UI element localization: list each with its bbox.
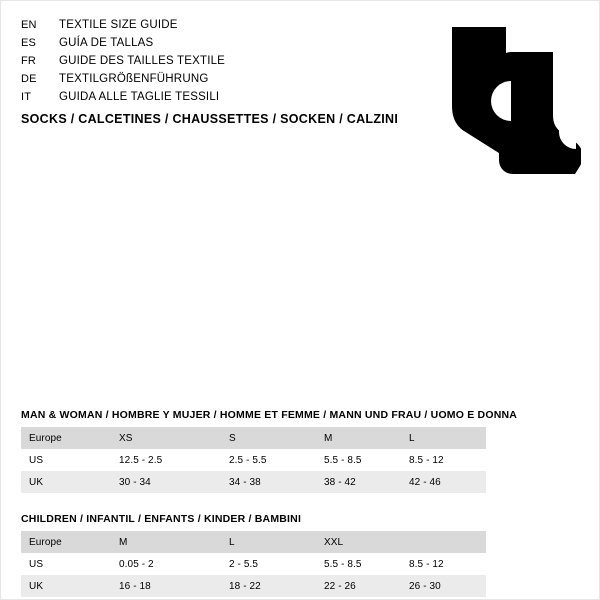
table-row	[21, 471, 486, 493]
language-list	[21, 19, 225, 109]
language-code: DE	[21, 73, 37, 85]
table-header-cell: XXL	[316, 531, 401, 553]
language-code: ES	[21, 37, 37, 49]
table-cell: UK	[21, 575, 111, 597]
language-code: EN	[21, 19, 37, 31]
table-cell: 8.5 - 12	[401, 553, 486, 575]
table-cell: 22 - 26	[316, 575, 401, 597]
language-label: TEXTILGRÖßENFÜHRUNG	[59, 73, 209, 85]
table-cell: 12.5 - 2.5	[111, 449, 221, 471]
language-row	[21, 55, 225, 73]
table-row	[21, 553, 486, 575]
table-cell: 0.05 - 2	[111, 553, 221, 575]
language-code: IT	[21, 91, 32, 103]
language-row	[21, 91, 225, 109]
socks-pair-icon	[406, 19, 581, 174]
table-cell: 2.5 - 5.5	[221, 449, 316, 471]
table-cell: 16 - 18	[111, 575, 221, 597]
table-cell: 34 - 38	[221, 471, 316, 493]
table-header-cell	[401, 531, 486, 553]
table-cell: 26 - 30	[401, 575, 486, 597]
section-title: MAN & WOMAN / HOMBRE Y MUJER / HOMME ET FEMME / MANN UND FRAU / UOMO E DONNA	[21, 409, 518, 421]
language-label: GUIDA ALLE TAGLIE TESSILI	[59, 91, 220, 103]
table-header-cell: S	[221, 427, 316, 449]
table-header-cell: M	[316, 427, 401, 449]
table-cell: 5.5 - 8.5	[316, 553, 401, 575]
table-header-cell: Europe	[21, 427, 111, 449]
language-label: GUIDE DES TAILLES TEXTILE	[59, 55, 226, 67]
table-header-cell: M	[111, 531, 221, 553]
table-header-cell: L	[221, 531, 316, 553]
language-label: GUÍA DE TALLAS	[59, 37, 154, 49]
table-header-cell: XS	[111, 427, 221, 449]
language-row	[21, 19, 225, 37]
table-row	[21, 449, 486, 471]
language-row	[21, 73, 225, 91]
table-cell: US	[21, 449, 111, 471]
table-cell: UK	[21, 471, 111, 493]
language-row	[21, 37, 225, 55]
page-title: SOCKS / CALCETINES / CHAUSSETTES / SOCKEN / CALZINI	[21, 112, 399, 126]
table-section-man-woman	[21, 409, 518, 493]
language-label: TEXTILE SIZE GUIDE	[59, 19, 178, 31]
size-table-children	[21, 531, 486, 597]
table-section-children	[21, 513, 486, 597]
table-cell: 42 - 46	[401, 471, 486, 493]
table-cell: 18 - 22	[221, 575, 316, 597]
table-cell: 38 - 42	[316, 471, 401, 493]
language-code: FR	[21, 55, 37, 67]
table-cell: 30 - 34	[111, 471, 221, 493]
table-header-cell: Europe	[21, 531, 111, 553]
table-header-row	[21, 531, 486, 553]
table-cell: 2 - 5.5	[221, 553, 316, 575]
table-row	[21, 575, 486, 597]
table-cell: US	[21, 553, 111, 575]
table-cell: 8.5 - 12	[401, 449, 486, 471]
table-header-cell: L	[401, 427, 486, 449]
table-header-row	[21, 427, 486, 449]
table-cell: 5.5 - 8.5	[316, 449, 401, 471]
size-table-man-woman	[21, 427, 486, 493]
section-title: CHILDREN / INFANTIL / ENFANTS / KINDER / BAMBINI	[21, 513, 302, 525]
